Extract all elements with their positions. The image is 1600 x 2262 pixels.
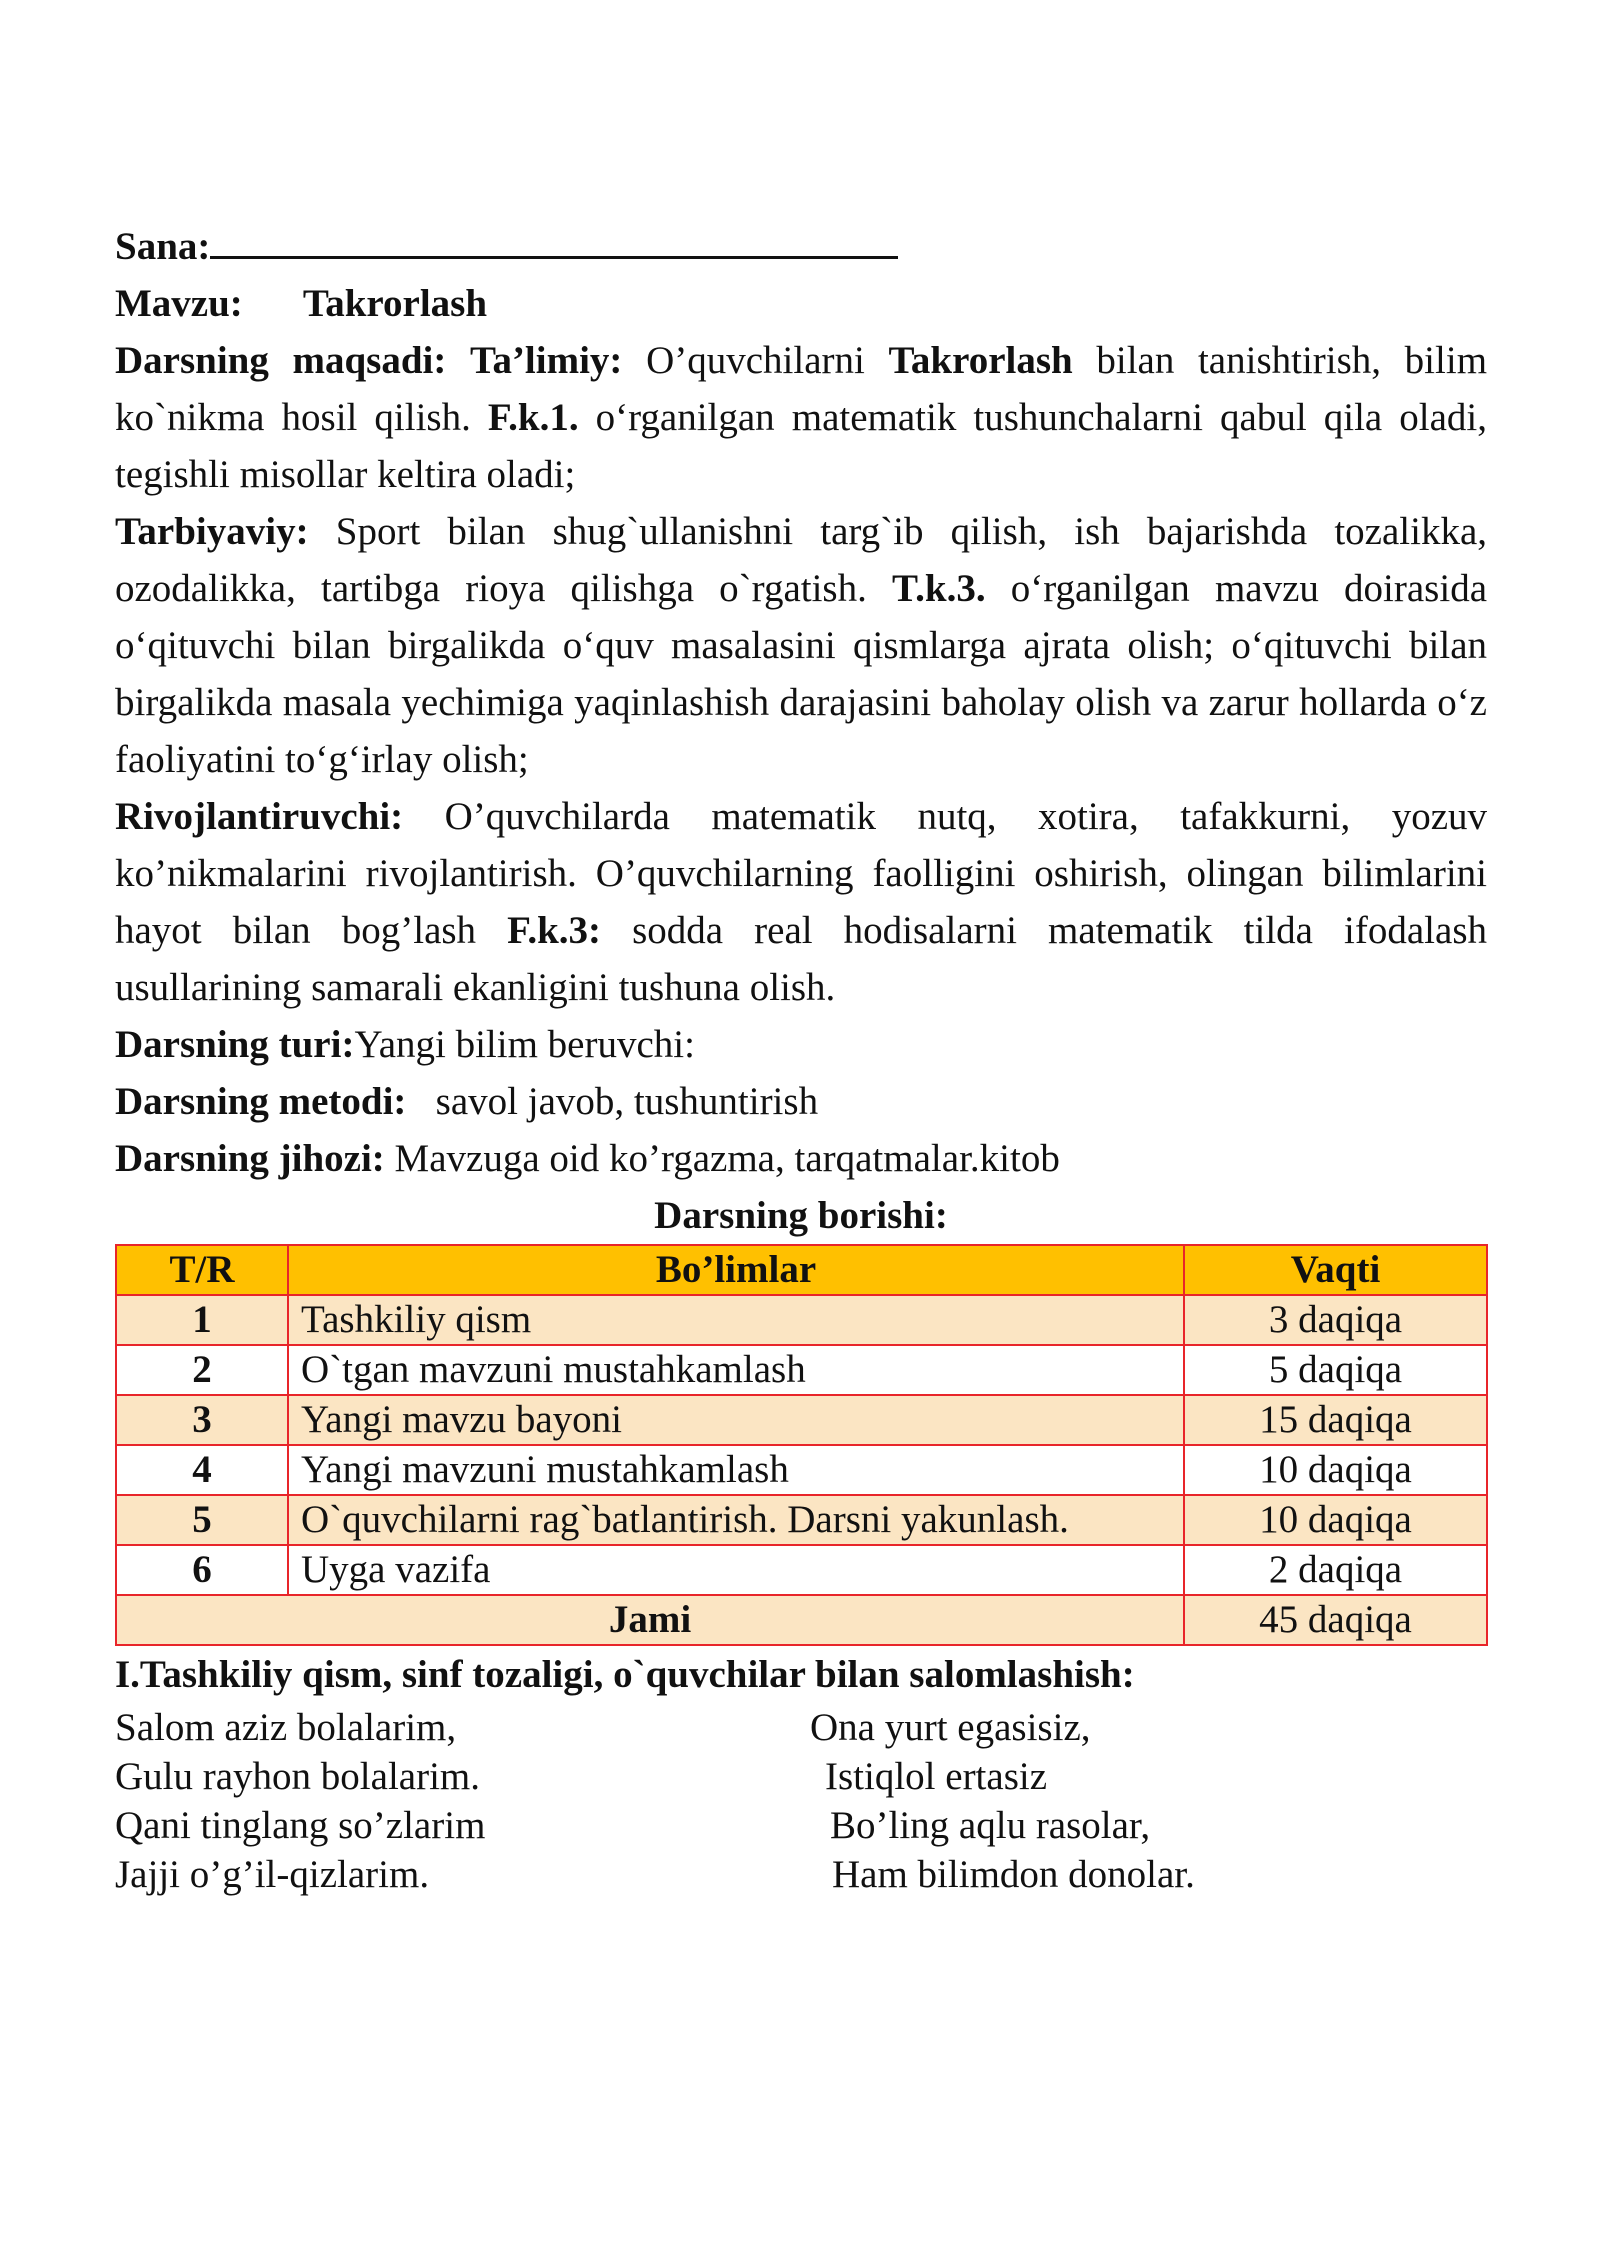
goal-educational [115,332,1487,503]
lesson-type-label: Darsning turi: [115,1023,355,1066]
topic-label: Mavzu: [115,282,243,325]
goal-upbringing [115,503,1487,788]
row-number: 6 [116,1545,288,1595]
row-section: Yangi mavzuni mustahkamlash [288,1445,1184,1495]
fk1-text: o‘rganilgan matematik tushunchalarni qabul qila oladi, tegishli misollar keltira oladi; [115,396,1487,496]
poem-left-column [115,1703,485,1899]
total-label: Jami [116,1595,1184,1645]
date-line [115,218,1487,275]
lesson-equipment-line [115,1130,1487,1187]
row-number: 2 [116,1345,288,1395]
lesson-plan [115,218,1487,1899]
table-row [116,1295,1487,1345]
lesson-method-line [115,1073,1487,1130]
row-time: 3 daqiqa [1184,1295,1487,1345]
tk3-text: o‘rganilgan mavzu doirasida o‘qituvchi bilan birgalikda o‘quv masalasini qismlarga ajrata olish; o‘qituvchi bilan birgalikda masala yechimiga yaqinlashish darajasini baholay olish va zarur hollarda o‘z faoliyatini to‘g‘irlay olish; [115,567,1487,781]
row-time: 10 daqiqa [1184,1495,1487,1545]
poem-line: Ham bilimdon donolar. [832,1853,1195,1896]
section-1-title [115,1646,1487,1703]
poem-line: Qani tinglang so’zlarim [115,1804,486,1847]
poem-line: Gulu rayhon bolalarim. [115,1755,480,1798]
row-number: 4 [116,1445,288,1495]
greeting-poem [115,1703,1487,1899]
lesson-equipment-label: Darsning jihozi: [115,1137,385,1180]
row-section: Uyga vazifa [288,1545,1184,1595]
table-row [116,1545,1487,1595]
table-header-row [116,1245,1487,1295]
row-number: 5 [116,1495,288,1545]
column-header-number: T/R [116,1245,288,1295]
developmental-text: O’quvchilarda matematik nutq, xotira, tafakkurni, yozuv ko’nikmalarini rivojlantirish. O’quvchilarning faolligini oshirish, olingan bilimlarini hayot bilan bog’lash [115,795,1488,952]
row-section: O`tgan mavzuni mustahkamlash [288,1345,1184,1395]
lesson-method-value: savol javob, tushuntirish [435,1080,819,1123]
column-header-time: Vaqti [1184,1245,1487,1295]
table-row [116,1445,1487,1495]
poem-line: Jajji o’g’il-qizlarim. [115,1853,430,1896]
fk1-label: F.k.1. [487,396,579,439]
lesson-flow-table [115,1244,1488,1646]
upbringing-text: Sport bilan shug`ullanishni targ`ib qilish, ish bajarishda tozalikka, ozodalikka, tartibga rioya qilishga o`rgatish. [115,510,1488,610]
row-section: Tashkiliy qism [288,1295,1184,1345]
date-blank [210,218,898,259]
date-label: Sana: [115,225,211,268]
table-row [116,1495,1487,1545]
topic-value: Takrorlash [302,282,488,325]
fk3-label: F.k.3: [507,909,602,952]
poem-line: Bo’ling aqlu rasolar, [830,1804,1151,1847]
poem-line: Istiqlol ertasiz [825,1755,1048,1798]
lesson-type-line [115,1016,1487,1073]
lesson-equipment-value: Mavzuga oid ko’rgazma, tarqatmalar.kitob [394,1137,1060,1180]
row-number: 3 [116,1395,288,1445]
educational-label: Ta’limiy: [470,339,623,382]
table-row [116,1345,1487,1395]
row-time: 10 daqiqa [1184,1445,1487,1495]
educational-text-1: O’quvchilarni [646,339,865,382]
row-number: 1 [116,1295,288,1345]
educational-text-2: bilan tanishtirish, bilim ko`nikma hosil qilish. [115,339,1488,439]
total-value: 45 daqiqa [1184,1595,1487,1645]
row-time: 2 daqiqa [1184,1545,1487,1595]
table-row [116,1395,1487,1445]
goal-developmental [115,788,1487,1016]
upbringing-label: Tarbiyaviy: [115,510,309,553]
lesson-method-label: Darsning metodi: [115,1080,407,1123]
topic-line [115,275,1487,332]
row-time: 5 daqiqa [1184,1345,1487,1395]
column-header-sections: Bo’limlar [288,1245,1184,1295]
section-1-title-text: I.Tashkiliy qism, sinf tozaligi, o`quvchilar bilan salomlashish: [115,1653,1135,1696]
poem-line: Ona yurt egasisiz, [810,1706,1091,1749]
row-time: 15 daqiqa [1184,1395,1487,1445]
poem-line: Salom aziz bolalarim, [115,1706,457,1749]
goal-label: Darsning maqsadi: [115,339,447,382]
lesson-type-value: Yangi bilim beruvchi: [354,1023,695,1066]
lesson-flow-title: Darsning borishi: [654,1194,948,1237]
row-section: Yangi mavzu bayoni [288,1395,1184,1445]
tk3-label: T.k.3. [892,567,986,610]
developmental-label: Rivojlantiruvchi: [115,795,404,838]
educational-topic: Takrorlash [888,339,1073,382]
fk3-text: sodda real hodisalarni matematik tilda ifodalash usullarining samarali ekanligini tushuna olish. [115,909,1488,1009]
poem-right-column [810,1703,1195,1899]
row-section: O`quvchilarni rag`batlantirish. Darsni yakunlash. [288,1495,1184,1545]
table-total-row [116,1595,1487,1645]
